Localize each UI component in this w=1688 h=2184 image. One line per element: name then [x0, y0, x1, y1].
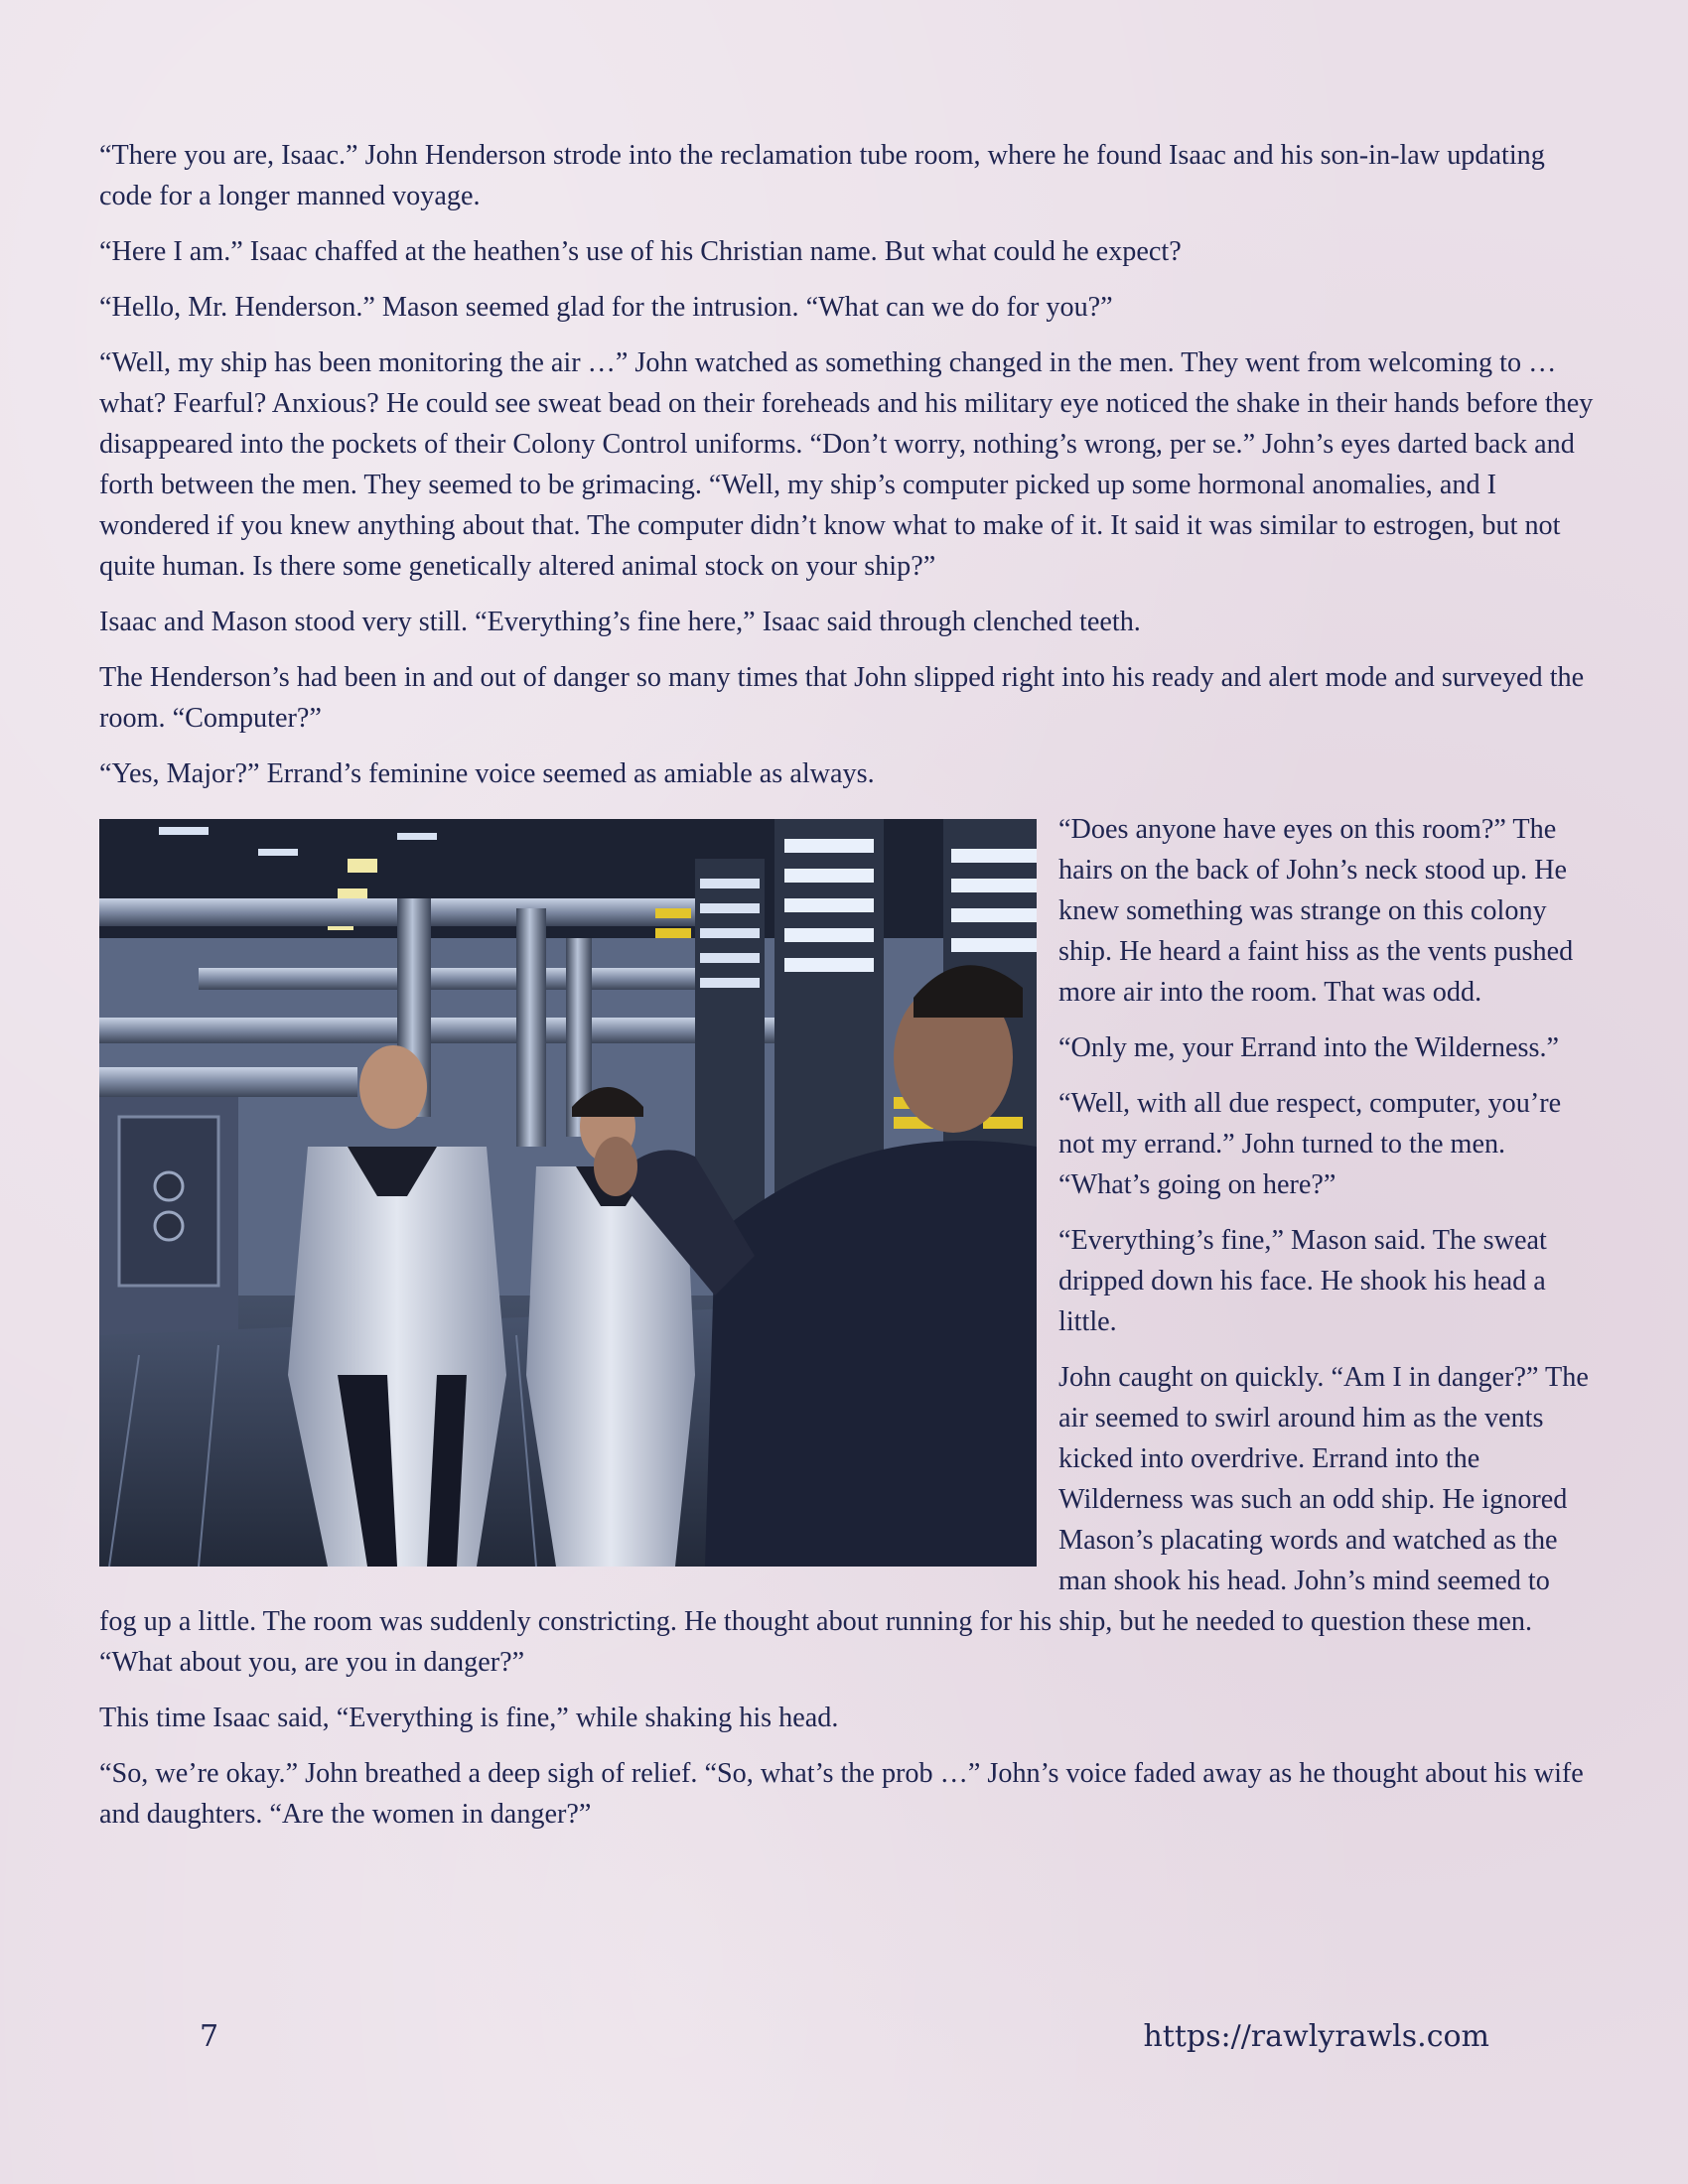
- footer-url-link[interactable]: https://rawlyrawls.com: [1143, 2019, 1489, 2054]
- page-number: 7: [200, 2019, 219, 2054]
- paragraph: “Only me, your Errand into the Wilderness.”: [1058, 1032, 1560, 1063]
- illustration-image: [99, 819, 1037, 1567]
- paragraph: “Yes, Major?” Errand’s feminine voice seemed as amiable as always.: [99, 758, 875, 789]
- paragraph: “Well, my ship has been monitoring the air …” John watched as something changed in the men. They went from welcoming to … what? Fearful? Anxious? He could see sweat bead on their foreheads and his military eye noticed the shake in their hands before they disappeared into the pockets of their Colony Control uniforms. “Don’t worry, nothing’s wrong, per se.” John’s eyes darted back and forth between the men. They seemed to be grimacing. “Well, my ship’s computer picked up some hormonal anomalies, and I wondered if you knew anything about that. The computer didn’t know what to make of it. It said it was similar to estrogen, but not quite human. Is there some genetically altered animal stock on your ship?”: [99, 347, 1594, 582]
- paragraph: “Well, with all due respect, computer, you’re not my errand.” John turned to the men. “What’s going on here?”: [1058, 1088, 1562, 1200]
- paragraph: “Here I am.” Isaac chaffed at the heathen’s use of his Christian name. But what could he expect?: [99, 236, 1182, 267]
- paragraph: Isaac and Mason stood very still. “Everything’s fine here,” Isaac said through clenched teeth.: [99, 607, 1141, 637]
- paragraph: John caught on quickly. “Am I in danger?” The air seemed to swirl around him as the vents kicked into overdrive. Errand into the Wilderness was such an odd ship. He ignored Mason’s placating words and watched as the man shook his head. John’s mind seemed to fog up a little. The room was suddenly constricting. He thought about running for his ship, but he needed to question these men. “What about you, are you in danger?”: [99, 1362, 1589, 1678]
- paragraph: This time Isaac said, “Everything is fine,” while shaking his head.: [99, 1703, 839, 1733]
- paragraph: “Does anyone have eyes on this room?” The hairs on the back of John’s neck stood up. He knew something was strange on this colony ship. He heard a faint hiss as the vents pushed more air into the room. That was odd.: [1058, 814, 1574, 1008]
- paragraph: “So, we’re okay.” John breathed a deep sigh of relief. “So, what’s the prob …” John’s voice faded away as he thought about his wife and daughters. “Are the women in danger?”: [99, 1758, 1584, 1830]
- illustration-spaceship-engine-room: [99, 819, 1037, 1567]
- story-body: [99, 135, 1594, 1849]
- paragraph: “Everything’s fine,” Mason said. The sweat dripped down his face. He shook his head a little.: [1058, 1225, 1547, 1337]
- paragraph: “Hello, Mr. Henderson.” Mason seemed glad for the intrusion. “What can we do for you?”: [99, 292, 1113, 323]
- paragraph: The Henderson’s had been in and out of danger so many times that John slipped right into his ready and alert mode and surveyed the room. “Computer?”: [99, 662, 1585, 734]
- paragraph: “There you are, Isaac.” John Henderson strode into the reclamation tube room, where he found Isaac and his son-in-law updating code for a longer manned voyage.: [99, 140, 1545, 211]
